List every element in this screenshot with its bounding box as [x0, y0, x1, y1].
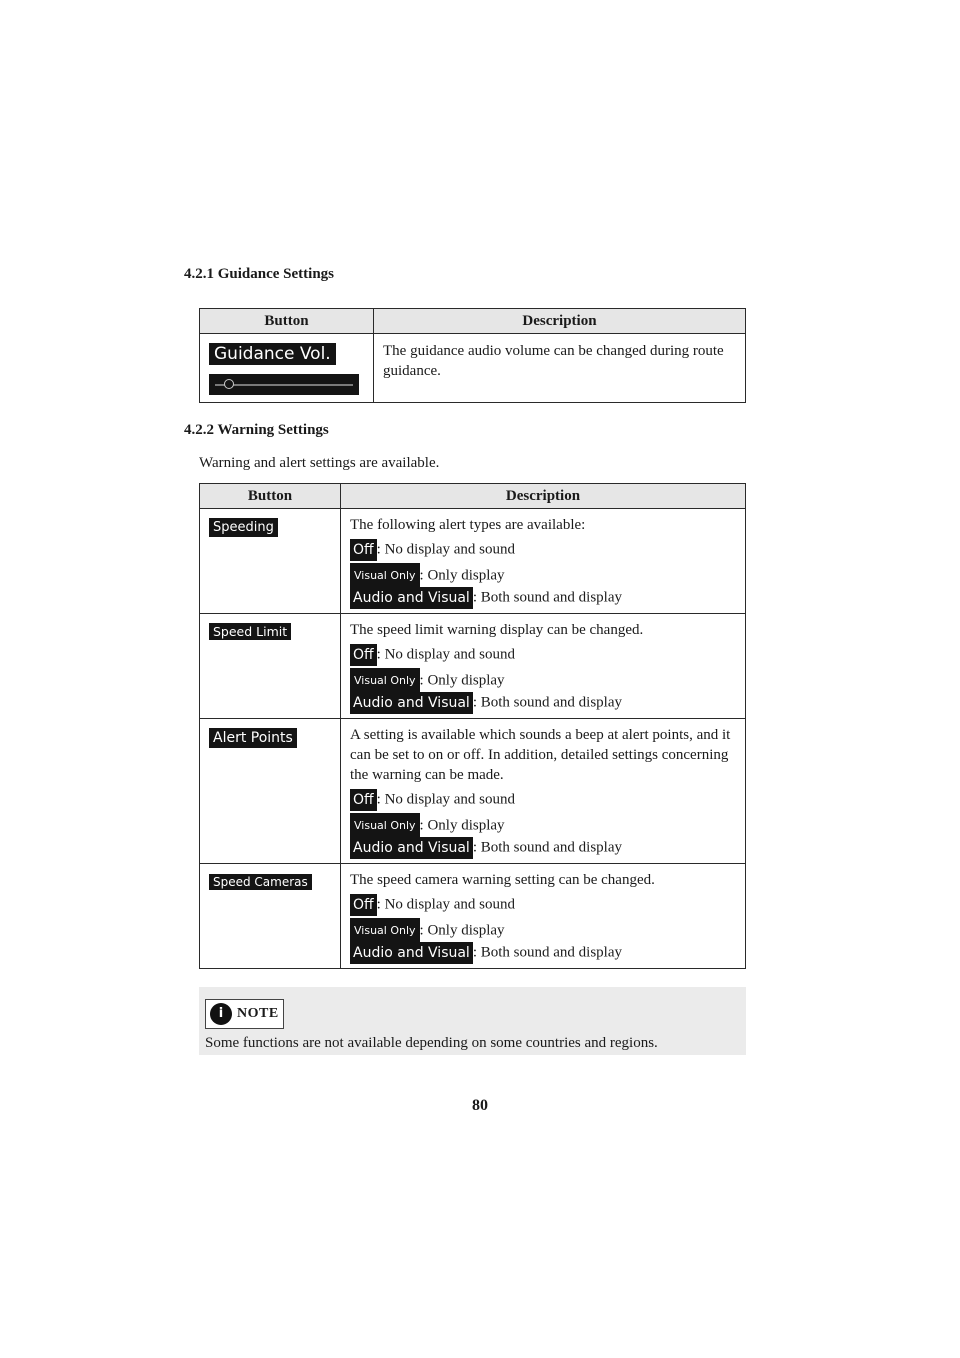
option-line: [350, 539, 737, 559]
guidance-settings-table: [199, 308, 746, 403]
audio-and-visual-option-chip: Audio and Visual: [350, 942, 473, 964]
option-line: [350, 918, 737, 938]
table-row: [200, 614, 746, 719]
option-text: : No display and sound: [376, 541, 515, 558]
visual-only-option-chip: Visual Only: [350, 813, 420, 839]
option-text: : Both sound and display: [472, 839, 622, 856]
visual-only-option-chip: Visual Only: [350, 668, 420, 694]
off-option-chip: Off: [350, 539, 377, 561]
option-text: : No display and sound: [376, 896, 515, 913]
note-box: [199, 987, 746, 1055]
table-row: [200, 719, 746, 864]
description-text: A setting is available which sounds a beep at alert points, and it can be set to on or off. In addition, detailed settings concerning the warning can be made.: [350, 727, 731, 783]
audio-and-visual-option-chip: Audio and Visual: [350, 587, 473, 609]
column-header-description: Description: [341, 484, 746, 509]
table-header-row: [200, 484, 746, 509]
option-text: : Both sound and display: [472, 589, 622, 606]
slider-knob-icon[interactable]: [224, 379, 234, 389]
speeding-button[interactable]: Speeding: [209, 518, 278, 537]
option-line: [350, 668, 737, 688]
section-intro: Warning and alert settings are available.: [199, 455, 440, 471]
option-line: [350, 587, 737, 607]
description-text: The speed limit warning display can be changed.: [350, 622, 644, 638]
option-text: : Only display: [419, 817, 505, 834]
option-text: : Both sound and display: [472, 944, 622, 961]
audio-and-visual-option-chip: Audio and Visual: [350, 692, 473, 714]
warning-settings-table: [199, 483, 746, 969]
option-text: : Both sound and display: [472, 694, 622, 711]
table-row: [200, 864, 746, 969]
option-line: [350, 789, 737, 809]
column-header-button: Button: [200, 309, 374, 334]
option-line: [350, 837, 737, 857]
button-cell: [200, 509, 341, 614]
table-row: [200, 334, 746, 403]
off-option-chip: Off: [350, 894, 377, 916]
note-label: NOTE: [237, 1006, 279, 1021]
note-text: Some functions are not available depending on some countries and regions.: [205, 1035, 658, 1051]
description-cell: [341, 614, 746, 719]
description-cell: [341, 719, 746, 864]
button-cell: [200, 864, 341, 969]
visual-only-option-chip: Visual Only: [350, 918, 420, 944]
button-cell: [200, 334, 374, 403]
section-heading-guidance: 4.2.1 Guidance Settings: [184, 266, 335, 282]
option-line: [350, 644, 737, 664]
page-number: 80: [472, 1097, 488, 1114]
guidance-volume-slider[interactable]: [209, 374, 359, 395]
option-line: [350, 692, 737, 712]
description-text: The following alert types are available:: [350, 517, 586, 533]
alert-points-button[interactable]: Alert Points: [209, 728, 297, 748]
speed-cameras-button[interactable]: Speed Cameras: [209, 874, 312, 890]
table-header-row: [200, 309, 746, 334]
option-text: : No display and sound: [376, 791, 515, 808]
option-line: [350, 894, 737, 914]
option-line: [350, 813, 737, 833]
option-text: : No display and sound: [376, 646, 515, 663]
speed-limit-button[interactable]: Speed Limit: [209, 623, 291, 640]
option-line: [350, 942, 737, 962]
audio-and-visual-option-chip: Audio and Visual: [350, 837, 473, 859]
description-cell: The guidance audio volume can be changed during route guidance.: [374, 334, 746, 403]
column-header-button: Button: [200, 484, 341, 509]
option-text: : Only display: [419, 672, 505, 689]
table-row: [200, 509, 746, 614]
description-cell: [341, 509, 746, 614]
section-heading-warning: 4.2.2 Warning Settings: [184, 422, 329, 438]
note-info-icon: i: [210, 1003, 232, 1025]
button-cell: [200, 614, 341, 719]
option-text: : Only display: [419, 567, 505, 584]
column-header-description: Description: [374, 309, 746, 334]
visual-only-option-chip: Visual Only: [350, 563, 420, 589]
description-cell: [341, 864, 746, 969]
guidance-vol-button[interactable]: Guidance Vol.: [209, 343, 336, 365]
off-option-chip: Off: [350, 644, 377, 666]
off-option-chip: Off: [350, 789, 377, 811]
button-cell: [200, 719, 341, 864]
note-badge: [205, 999, 284, 1029]
option-line: [350, 563, 737, 583]
slider-track: [215, 384, 353, 386]
option-text: : Only display: [419, 922, 505, 939]
description-text: The speed camera warning setting can be changed.: [350, 872, 655, 888]
